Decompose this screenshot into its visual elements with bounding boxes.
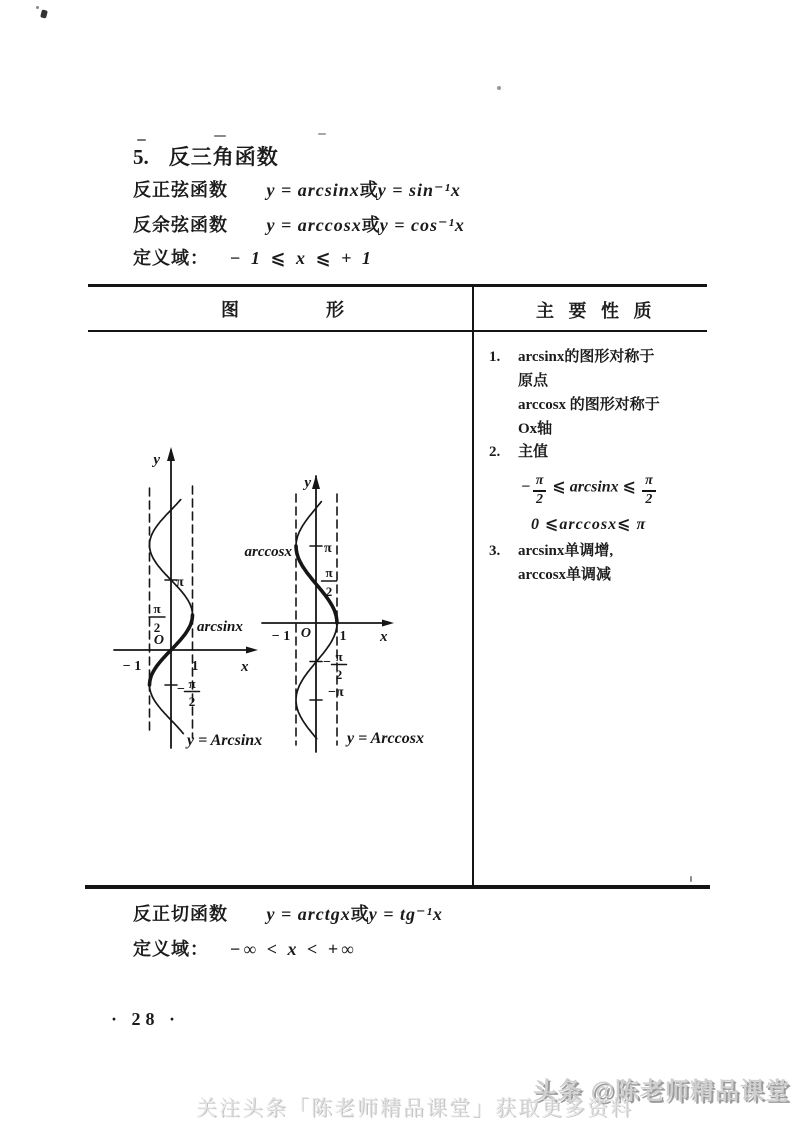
property-1-text: arcsinx的图形对称于 (518, 349, 655, 365)
arcsine-definition-line (133, 176, 461, 202)
arctangent-formula-1: y = arctgx (266, 904, 351, 924)
table-top-border (88, 284, 707, 287)
svg-text:π: π (153, 601, 161, 616)
domain-line (133, 244, 374, 270)
minus-sign: − (521, 478, 531, 496)
table-bottom-border (85, 885, 710, 889)
neg-pi-over-2-fraction (177, 676, 199, 709)
column-header-graph-char2: 形 (326, 300, 344, 320)
svg-text:−: − (323, 655, 331, 670)
scan-speck (214, 135, 226, 137)
neg-pi-tick-label: −π (328, 685, 344, 700)
pi-tick-label: π (324, 541, 332, 556)
property-1-line-4: Ox轴 (518, 421, 553, 437)
principal-range-arccos: 0 ⩽arccosx⩽ π (531, 516, 647, 533)
svg-text:2: 2 (335, 667, 343, 682)
arctangent-label: 反正切函数 (133, 904, 228, 924)
arccosine-formula-1: y = arccosx (266, 215, 362, 235)
section-number: 5. (133, 145, 149, 169)
arcsine-formula-2: y = sin⁻¹x (377, 180, 461, 200)
property-3-text: arcsinx单调增, (518, 543, 614, 559)
x-axis-arrow-icon (246, 647, 258, 654)
or-conjunction: 或 (350, 904, 369, 924)
arccos-curve-label: arccosx (244, 544, 292, 560)
property-1-line-1 (489, 345, 654, 366)
section-title: 反三角函数 (168, 145, 279, 169)
arcsin-graph (114, 447, 262, 749)
principal-range-arcsin (521, 474, 658, 507)
scan-speck (40, 9, 48, 18)
arcsine-label: 反正弦函数 (133, 180, 228, 200)
y-axis-label: y (153, 452, 160, 468)
inverse-trig-graphs (100, 430, 470, 770)
property-1-line-2: 原点 (518, 373, 549, 389)
page-number: · 28 · (111, 1009, 181, 1029)
scan-speck (318, 133, 326, 135)
column-header-graph-char1: 图 (221, 300, 239, 320)
arccos-caption: y = Arccosx (347, 730, 424, 747)
svg-text:2: 2 (188, 694, 196, 709)
domain-label: 定义域： (133, 939, 209, 959)
x-tick-neg1-label: − 1 (271, 629, 291, 644)
column-header-properties: 主 要 性 质 (536, 301, 657, 321)
arccosine-label: 反余弦函数 (133, 215, 228, 235)
origin-label: O (153, 633, 164, 648)
property-1-line-3: arccosx 的图形对称于 (518, 397, 660, 413)
arccosine-formula-2: y = cos⁻¹x (379, 215, 465, 235)
property-3-number: 3. (489, 543, 501, 559)
arcsin-caption: y = Arcsinx (187, 732, 263, 749)
table-header-border (88, 330, 707, 332)
inequality-middle: ⩽ arcsinx ⩽ (552, 478, 637, 496)
x-tick-1-label: 1 (339, 629, 347, 644)
fraction-pi-over-2: $\frac{\pi}{2}$ (642, 474, 656, 507)
svg-text:−: − (177, 682, 185, 697)
domain-formula: −∞ < x < +∞ (229, 939, 357, 959)
table-column-divider (472, 284, 474, 885)
or-conjunction: 或 (361, 215, 380, 235)
arccos-graph (245, 475, 424, 752)
scan-speck (690, 876, 692, 882)
arctangent-formula-2: y = tg⁻¹x (368, 904, 443, 924)
svg-text:π: π (325, 565, 333, 580)
svg-text:π: π (188, 676, 196, 691)
svg-text:π: π (335, 649, 343, 664)
y-axis-arrow-icon (312, 475, 320, 489)
x-tick-1-label: 1 (191, 659, 199, 674)
property-1-number: 1. (489, 349, 501, 365)
y-axis-label: y (304, 475, 311, 491)
origin-label: O (300, 626, 311, 641)
property-2-line (489, 440, 548, 461)
arccosine-definition-line (133, 211, 465, 237)
svg-text:2: 2 (153, 620, 161, 635)
property-3-line-2: arccosx单调减 (518, 567, 612, 583)
section-heading (133, 141, 279, 171)
x-axis-label: x (380, 629, 388, 645)
x-axis-arrow-icon (382, 620, 394, 627)
x-axis-label: x (241, 659, 249, 675)
arctangent-definition-line (133, 900, 443, 926)
pi-over-2-fraction (149, 601, 165, 635)
arcsin-curve-label: arcsinx (197, 619, 243, 635)
property-2-text: 主值 (518, 444, 549, 460)
svg-text:2: 2 (325, 584, 333, 599)
fraction-pi-over-2: $\frac{\pi}{2}$ (533, 474, 547, 507)
scan-speck (497, 86, 501, 90)
x-tick-neg1-label: − 1 (122, 659, 142, 674)
watermark-caption: 关注头条「陈老师精品课堂」获取更多资料 (196, 1097, 633, 1120)
arctangent-domain-line (133, 935, 357, 961)
neg-pi-over-2-fraction (323, 649, 346, 682)
y-axis-arrow-icon (167, 447, 175, 461)
scan-speck (36, 6, 39, 9)
domain-label: 定义域： (133, 248, 209, 268)
pi-tick-label: π (176, 575, 184, 590)
domain-formula: − 1 ⩽ x ⩽ + 1 (229, 248, 374, 268)
arcsine-formula-1: y = arcsinx (266, 180, 360, 200)
property-3-line-1 (489, 539, 613, 560)
or-conjunction: 或 (359, 180, 378, 200)
property-2-number: 2. (489, 444, 501, 460)
watermark-badge: 头条 @陈老师精品课堂 (532, 1078, 790, 1105)
